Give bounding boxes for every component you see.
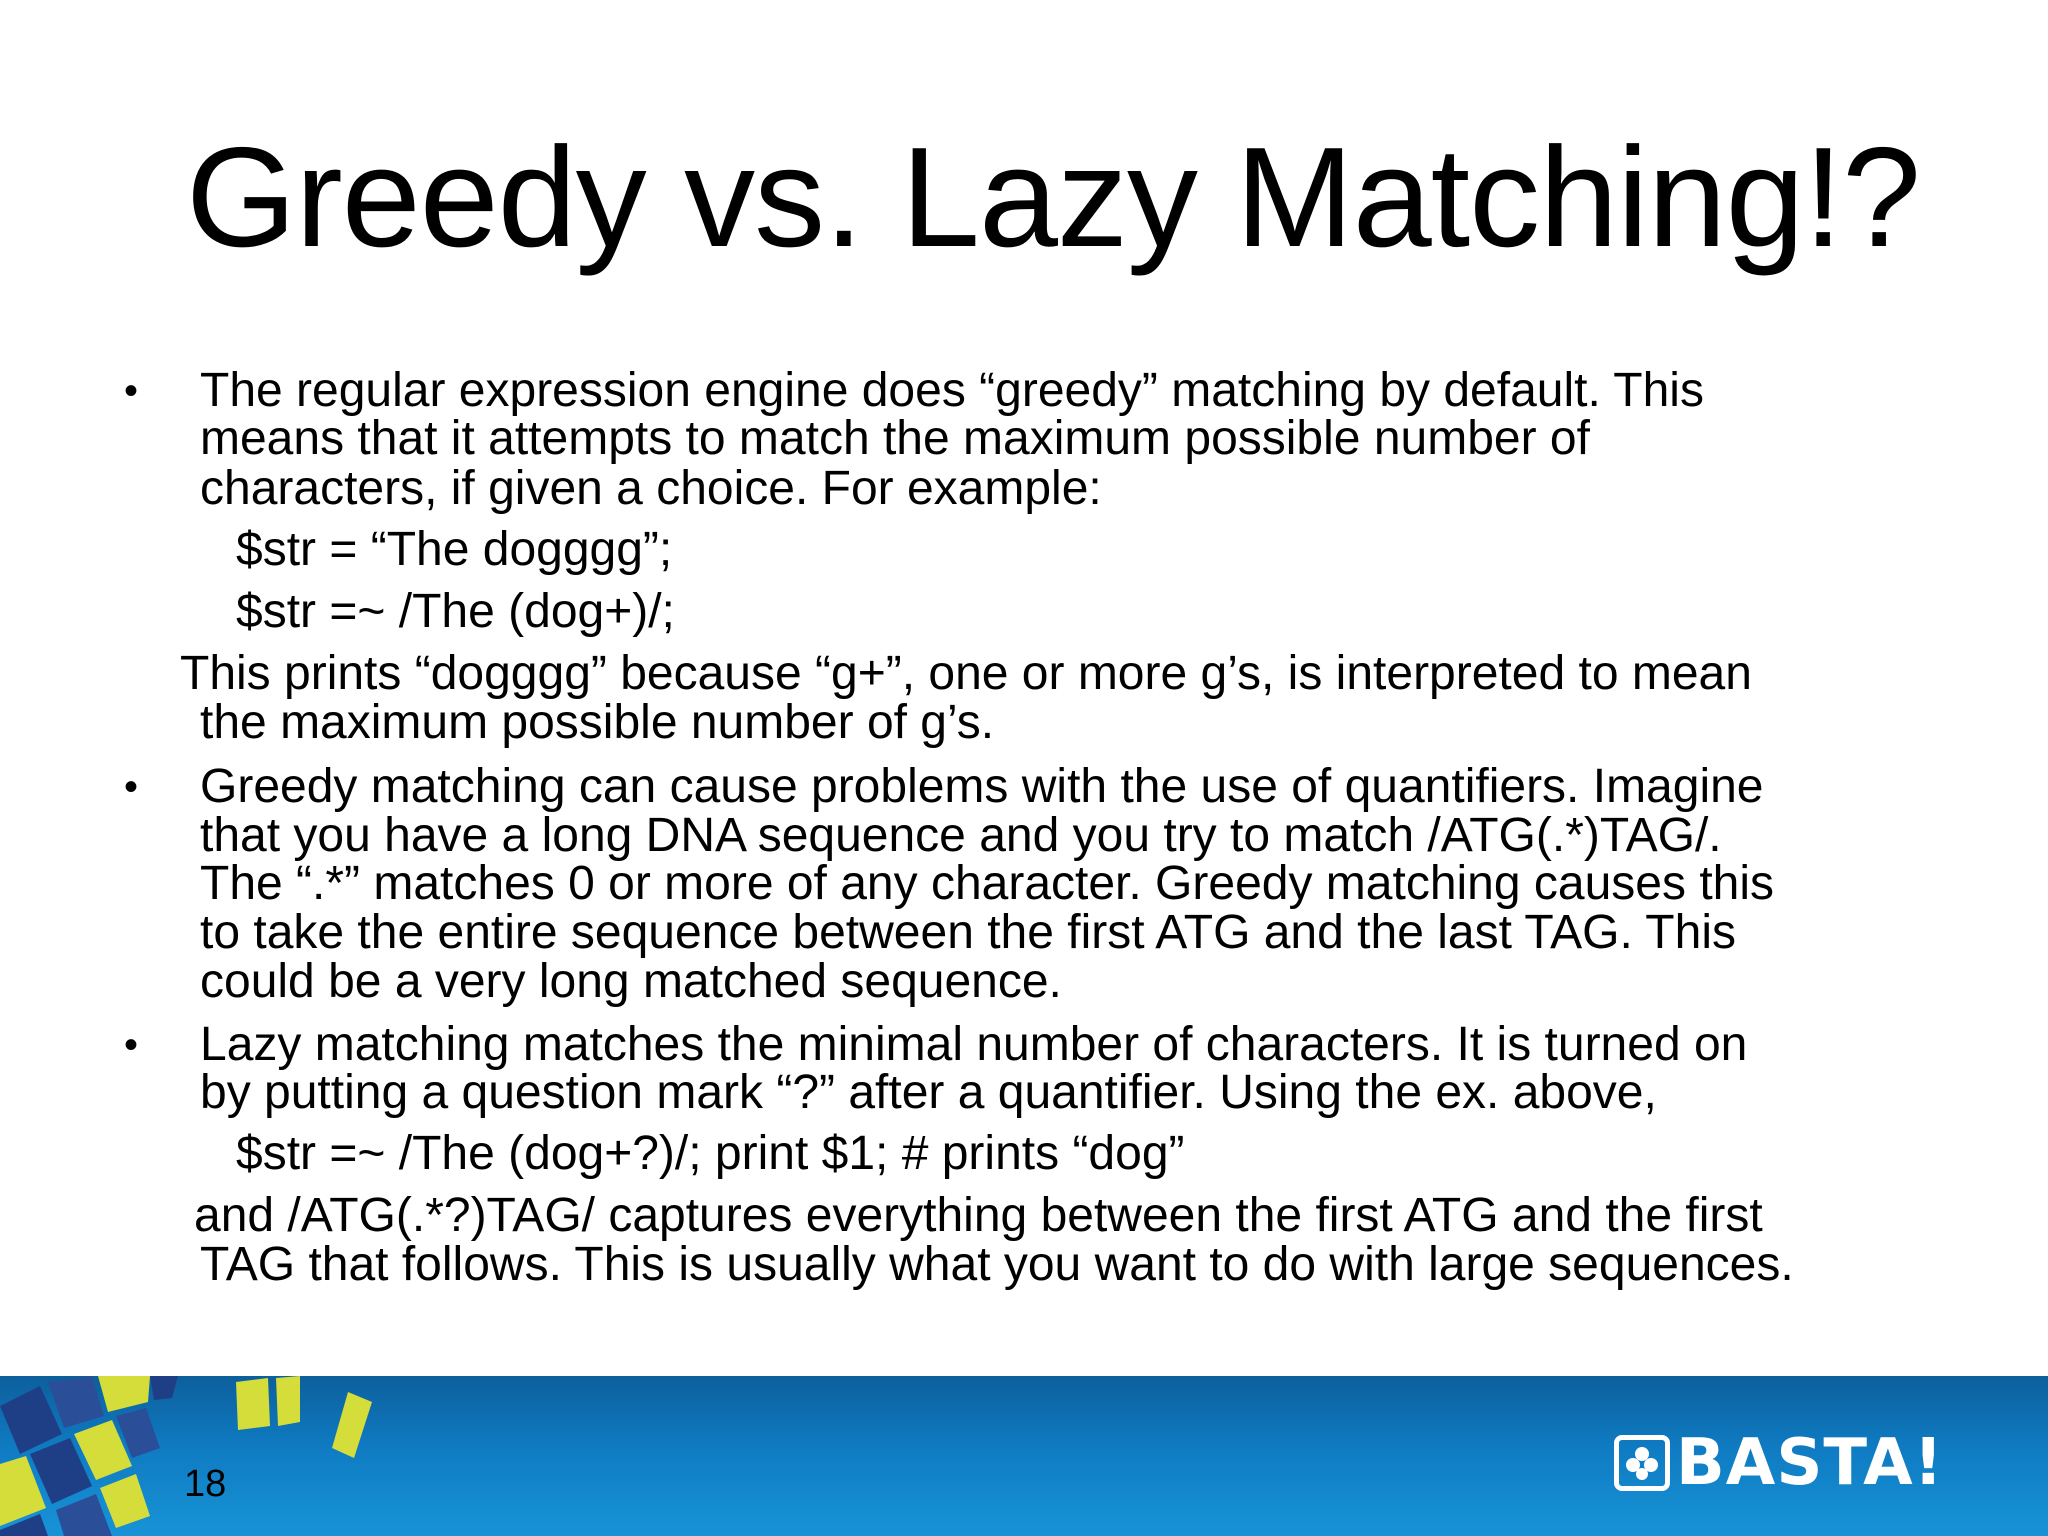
page-number: 18	[184, 1463, 227, 1505]
basta-logo-icon	[1614, 1435, 1670, 1491]
code-line: $str =~ /The (dog+?)/; print $1; # prints “dog”	[236, 1127, 1185, 1180]
body-line: This prints “dogggg” because “g+”, one or more g’s, is interpreted to mean	[180, 647, 1752, 700]
body-line: and /ATG(.*?)TAG/ captures everything between the first ATG and the first	[194, 1189, 1763, 1242]
body-line: the maximum possible number of g’s.	[200, 696, 995, 749]
body-line: that you have a long DNA sequence and you try to match /ATG(.*)TAG/.	[200, 809, 1722, 862]
mosaic-decoration-icon	[0, 1376, 420, 1536]
code-line: $str = “The dogggg”;	[236, 523, 673, 576]
body-line: The “.*” matches 0 or more of any character. Greedy matching causes this	[200, 857, 1775, 910]
body-line: TAG that follows. This is usually what you want to do with large sequences.	[200, 1238, 1794, 1291]
body-line: Greedy matching can cause problems with the use of quantifiers. Imagine	[200, 760, 1764, 813]
body-line: means that it attempts to match the maximum possible number of	[200, 412, 1590, 465]
bullet-marker: •	[124, 765, 139, 809]
basta-logo	[1614, 1426, 1944, 1500]
code-line: $str =~ /The (dog+)/;	[236, 585, 675, 638]
body-line: characters, if given a choice. For example:	[200, 462, 1102, 515]
body-line: The regular expression engine does “greedy” matching by default. This	[200, 364, 1704, 417]
bullet-marker: •	[124, 1023, 139, 1067]
basta-logo-text: BASTA!	[1676, 1426, 1944, 1500]
body-line: Lazy matching matches the minimal number of characters. It is turned on	[200, 1018, 1748, 1071]
slide-title: Greedy vs. Lazy Matching!?	[186, 118, 1921, 277]
body-line: to take the entire sequence between the first ATG and the last TAG. This	[200, 906, 1736, 959]
body-line: could be a very long matched sequence.	[200, 955, 1062, 1008]
bullet-marker: •	[124, 369, 139, 413]
body-line: by putting a question mark “?” after a quantifier. Using the ex. above,	[200, 1066, 1657, 1119]
